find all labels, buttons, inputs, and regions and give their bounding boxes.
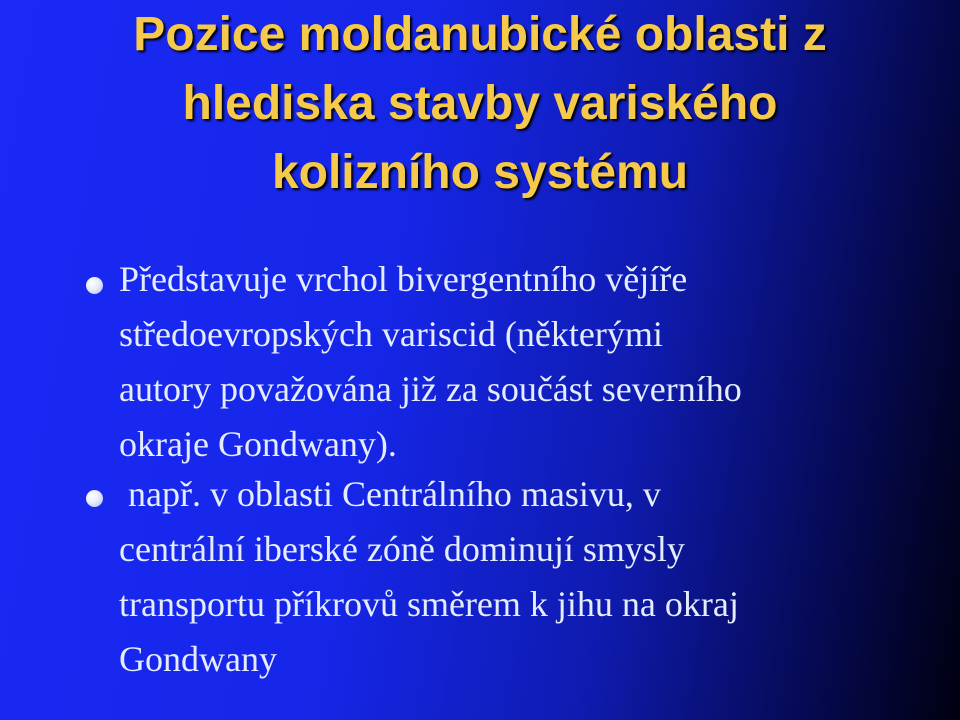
circle-bullet-icon [86, 490, 103, 507]
bullet-1-line-2: středoevropských variscid (některými [119, 314, 663, 354]
title-line-3: kolizního systému [271, 146, 689, 199]
bullet-1-line-1: Představuje vrchol bivergentního vějíře [119, 259, 688, 299]
bullet-text-1 [119, 252, 879, 472]
bullet-2-line-3: transportu příkrovů směrem k jihu na okraj [119, 584, 739, 624]
title-line-2: hlediska stavby variského [182, 77, 778, 130]
bullet-2-line-1: např. v oblasti Centrálního masivu, v [119, 474, 661, 514]
bullet-1-line-3: autory považována již za součást severního [119, 369, 742, 409]
bullet-2-line-4: Gondwany [119, 639, 277, 679]
title-line-1: Pozice moldanubické oblasti z [133, 8, 827, 61]
bullet-1-line-4: okraje Gondwany). [119, 424, 397, 464]
circle-bullet-icon [86, 277, 103, 294]
bullet-2-line-2: centrální iberské zóně dominují smysly [119, 529, 685, 569]
bullet-text-2 [119, 467, 879, 687]
